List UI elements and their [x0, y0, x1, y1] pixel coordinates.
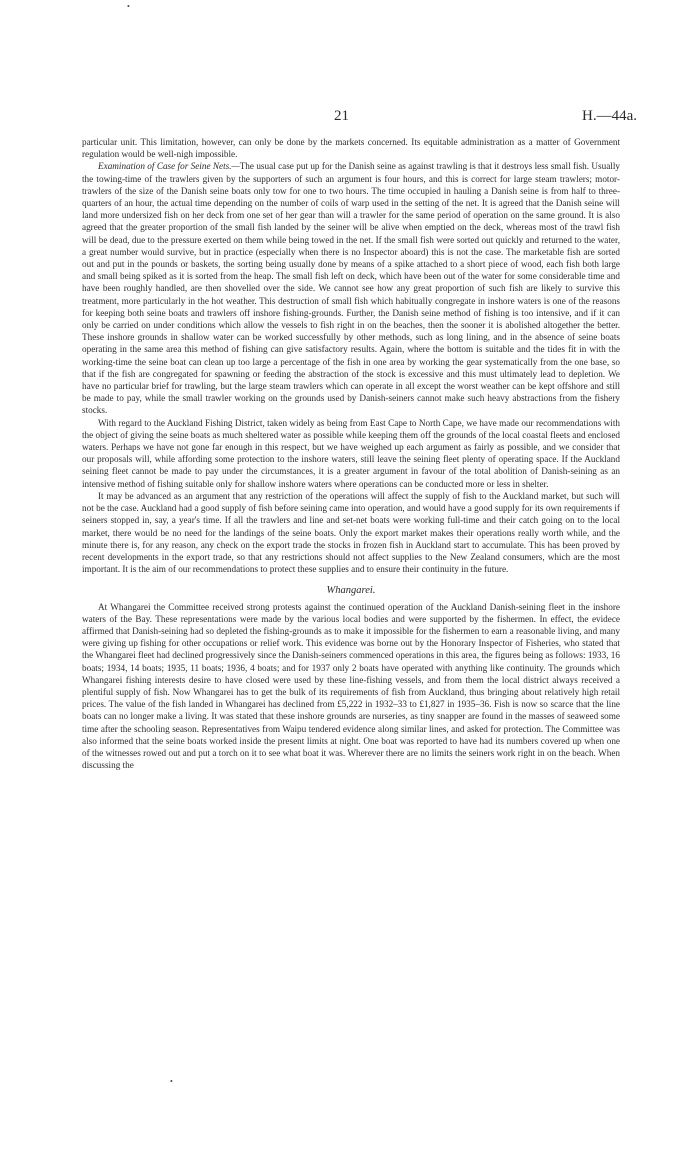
body-text	[82, 136, 620, 771]
paragraph-auckland-market: It may be advanced as an argument that any restriction of the operations will affect the supply of fish to the Auckland market, but such will not be the case. Auckland had a good supply of fish before seining came into operation, and would have a good supply for its own requirements if seiners stopped in, say, a year's time. If all the trawlers and line and set-net boats were working full-time and their catch going on to the local market, there would be no need for the landings of the seine boats. Only the export market makes their operations really worth while, and the minute there is, for any reason, any check on the export trade the stocks in frozen fish in Auckland start to accumulate. This has been proved by recent developments in the export trade, so that any restrictions should not affect supplies to the New Zealand consumers, which are the most important. It is the aim of our recommendations to protect these supplies and to ensure their continuity in the future.	[82, 490, 620, 575]
section-heading: Whangarei.	[326, 585, 376, 597]
page-header	[0, 108, 700, 128]
paragraph-continued: particular unit. This limitation, however, can only be done by the markets concerned. Its equitable administration as a matter of Government regulation would be well-nigh impossible.	[82, 137, 620, 160]
paragraph-seine-case	[82, 160, 620, 416]
document-reference: H.—44a.	[582, 108, 637, 124]
speck-mark: •	[170, 1077, 173, 1086]
paragraph-auckland-district: With regard to the Auckland Fishing District, taken widely as being from East Cape to North Cape, we have made our recommendations with the object of giving the seine boats as much sheltered water as possible while keeping them off the grounds of the local coastal fleets and enclosed waters. Perhaps we have not gone far enough in this respect, but we have weighed up each argument as fairly as possible, and we consider that our proposals will, while affording some protection to the inshore waters, still leave the seining fleet plenty of operating space. If the Auckland seining fleet cannot be made to pay under the circumstances, it is a greater argument in favour of the total abolition of Danish-seining as an intensive method of fishing suitable only for shallow inshore waters where operations can be conducted more or less in shelter.	[82, 417, 620, 489]
run-in-heading: Examination of Case for Seine Nets.—	[98, 161, 240, 172]
page-number: 21	[334, 108, 349, 124]
speck-mark: •	[127, 2, 130, 11]
paragraph-text: The usual case put up for the Danish seine as against trawling is that it destroys less small fish. Usually the towing-time of the trawlers given by the supporters of such an argument is four hours, and this is correct for large steam trawlers; motor-trawlers of the size of the Danish seine boats only tow for one to two hours. The time occupied in hauling a Danish seine is from half to three-quarters of an hour, the actual time depending on the number of coils of warp used in the setting of the net. It is agreed that the Danish seine will land more undersized fish on her deck from one set of her gear than will a trawler for the same period of operation on the same ground. It is also agreed that the greater proportion of the small fish landed by the seiner will be alive when emptied on the deck, whereas most of the trawl fish will be dead, due to the pressure exerted on them while being towed in the net. If the small fish were sorted out quickly and returned to the water, a great number would survive, but in practice (especially when there is no Inspector aboard) this is not the case. The marketable fish are sorted out and put in the pounds or baskets, the sorting being usually done by means of a spike attached to a short piece of wood, each fish both large and small being spiked as it is sorted from the heap. The small fish left on deck, which have been out of the water for some considerable time and have been roughly handled, are then shovelled over the side. We cannot see how any great proportion of such fish are likely to survive this treatment, more particularly in the hot weather. This destruction of small fish which habitually congregate in inshore waters is one of the reasons for keeping both seine boats and trawlers off inshore fishing-grounds. Further, the Danish seine method of fishing is too intensive, and if it can only be carried on under conditions which allow the vessels to fish right in on the beaches, then the sooner it is abolished altogether the better. These inshore grounds in shallow water can be worked successfully by other methods, such as long lining, and in the absence of seine boats operating in the same area this method of fishing can give satisfactory results. Again, where the bottom is suitable and the tides fit in with the working-time the seine boat can clean up too large a percentage of the fish in one area by working the gear systematically from the one base, so that if the fish are congregated for spawning or feeding the abstraction of the stock is excessive and this must ultimately lead to depletion. We have no particular brief for trawling, but the large steam trawlers which can operate in all except the worst weather can be kept offshore and still be made to pay, while the small trawler working on the grounds used by Danish-seiners cannot make such heavy abstractions from the fishery stocks.	[82, 161, 621, 416]
paragraph-whangarei: At Whangarei the Committee received strong protests against the continued operation of the Auckland Danish-seining fleet in the inshore waters of the Bay. These representations were made by the various local bodies and were supported by the fishermen. In effect, the evidece affirmed that Danish-seining had so depleted the fishing-grounds as to make it impossible for the fishermen to earn a reasonable living, and many were giving up fishing for other occupations or relief work. This evidence was borne out by the Honorary Inspector of Fisheries, who stated that the Whangarei fleet had declined progressively since the Danish-seiners commenced operations in this area, the figures being as follows: 1933, 16 boats; 1934, 14 boats; 1935, 11 boats; 1936, 4 boats; and for 1937 only 2 boats have operated with anything like continuity. The grounds which Whangarei fishing interests desire to have closed were used by these line-fishing vessels, and from them the local district always received a plentiful supply of fish. Now Whangarei has to get the bulk of its requirements of fish from Auckland, thus bringing about relatively high retail prices. The value of the fish landed in Whangarei has declined from £5,222 in 1932–33 to £1,827 in 1935–36. Fish is now so scarce that the line boats can no longer make a living. It was stated that these inshore grounds are nurseries, as tiny snapper are found in the masses of seaweed some time after the schooling season. Representatives from Waipu tendered evidence along similar lines, and asked for protection. The Committee was also informed that the seine boats worked inside the present limits at night. One boat was reported to have had its numbers covered up when one of the witnesses rowed out and put a torch on it to see what boat it was. Wherever there are no limits the seiners work right in on the beach. When discussing the	[82, 601, 620, 771]
